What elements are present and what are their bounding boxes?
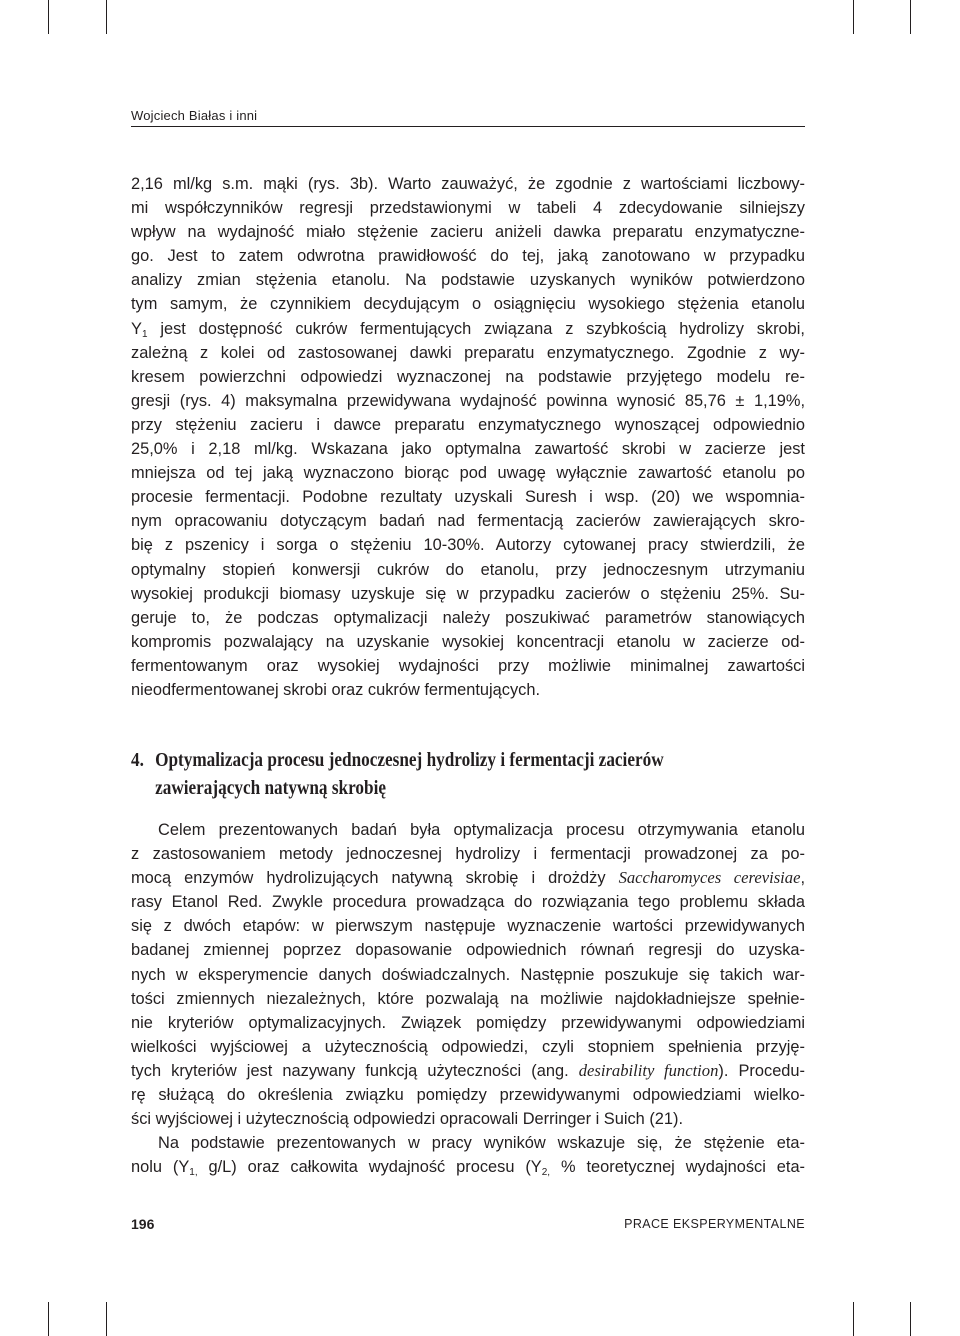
- text-line: mi współczynników regresji przedstawionymi w tabeli 4 zdecydowanie silniejszy: [131, 199, 805, 218]
- text-line: optymalny stopień konwersji cukrów do etanolu, przy jednoczesnym utrzymaniu: [131, 560, 805, 579]
- text-line: z zastosowaniem metody jednoczesnej hydrolizy i fermentacji prowadzonej za po-: [131, 845, 805, 864]
- section-number: 4.: [131, 749, 144, 771]
- text-line: nie kryteriów optymalizacyjnych. Związek pomiędzy przewidywanymi odpowiedziami: [131, 1013, 805, 1032]
- text-segment: mocą enzymów hydrolizujących natywną skrobię i drożdży: [131, 869, 619, 888]
- text-line: mniejsza od tej jaką wyznaczono biorąc pod uwagę wyłącznie zawartość etanolu po: [131, 464, 805, 483]
- crop-mark-bottom-left-inner: [106, 1302, 107, 1336]
- text-line: wpływ na wydajność miało stężenie zacieru aniżeli dawka preparatu enzymatyczne-: [131, 223, 805, 242]
- text-line: przy stężeniu zacieru i dawce preparatu enzymatycznego wynoszącej odpowiednio: [131, 415, 805, 434]
- text-segment: ,: [800, 869, 805, 888]
- section-heading: [131, 746, 711, 802]
- text-line: geruje to, że podczas optymalizacji należy poszukiwać parametrów stanowiących: [131, 608, 805, 627]
- text-line: nych w eksperymencie danych doświadczalnych. Następnie poszukuje się takich war-: [131, 965, 805, 984]
- text-line: gresji (rys. 4) maksymalna przewidywana wydajność powinna wynosić 85,76 ± 1,19%,: [131, 391, 805, 410]
- text-line: nieodfermentowanej skrobi oraz cukrów fermentujących.: [131, 680, 541, 699]
- subscript-1: 1: [141, 328, 148, 340]
- crop-mark-top-right: [910, 0, 911, 34]
- variable-y: Y: [131, 319, 142, 338]
- text-segment: % teoretycznej wydajności eta-: [550, 1158, 806, 1177]
- crop-mark-top-left-inner: [106, 0, 107, 34]
- running-header: Wojciech Białas i inni: [131, 108, 258, 123]
- text-line: [131, 1059, 805, 1083]
- text-line: ści wyjściowej i użytecznością odpowiedzi opracowali Derringer i Suich (21).: [131, 1110, 684, 1129]
- subscript: 2,: [541, 1167, 551, 1179]
- text-line: fermentowanym oraz wysokiej wydajności przy możliwie minimalnej zawartości: [131, 656, 805, 675]
- text-line: wysokiej produkcji biomasy uzyskuje się w przypadku zacierów o stężeniu 25%. Su-: [131, 584, 805, 603]
- text-line: kresem powierzchni odpowiedzi wyznaczonej na podstawie przyjętego modelu re-: [131, 367, 805, 386]
- section-title-line1: Optymalizacja procesu jednoczesnej hydrolizy i fermentacji zacierów: [155, 749, 664, 771]
- text-line: [131, 866, 805, 890]
- text-segment: nolu (Y: [131, 1158, 190, 1177]
- text-line: bię z pszenicy i sorga o stężeniu 10-30%. Autorzy cytowanej pracy stwierdzili, że: [131, 536, 805, 555]
- species-name: Saccharomyces cerevisiae: [618, 868, 801, 888]
- text-line: nym opracowaniu dotyczącym badań nad fermentacją zacierów zawierających skro-: [131, 512, 805, 531]
- text-line: Na podstawie prezentowanych w pracy wyników wskazuje się, że stężenie eta-: [158, 1134, 805, 1153]
- footer-section-label: PRACE EKSPERYMENTALNE: [624, 1217, 805, 1231]
- paragraph-results: [131, 172, 805, 702]
- text-line: [131, 1155, 805, 1179]
- text-segment: ). Procedu-: [718, 1061, 805, 1080]
- text-line: tości zmiennych niezależnych, które pozwalają na możliwie najdokładniejsze spełnie-: [131, 989, 805, 1008]
- crop-mark-top-left: [48, 0, 49, 34]
- text-line: 25,0% i 2,18 ml/kg. Wskazana jako optymalna zawartość skrobi w zacierze jest: [131, 440, 805, 459]
- text-segment: g/L) oraz całkowita wydajność procesu (Y: [197, 1158, 542, 1177]
- header-rule: [131, 126, 805, 127]
- text-line: go. Jest to zatem odwrotna prawidłowość do tej, jaką zanotowano w przypadku: [131, 247, 805, 266]
- text-line: analizy zmian stężenia etanolu. Na podstawie uzyskanych wyników potwierdzono: [131, 271, 805, 290]
- subscript: 1,: [189, 1167, 198, 1179]
- text-line: tym samym, że czynnikiem decydującym o osiągnięciu wysokiego stężenia etanolu: [131, 295, 805, 314]
- text-line: wielkości wyjściowej a użytecznością odpowiedzi, czyli stopniem spełnienia przyję-: [131, 1037, 805, 1056]
- text-line: zależną z kolei od zastosowanej dawki preparatu enzymatycznego. Zgodnie z wy-: [131, 343, 805, 362]
- paragraph-methods: [131, 818, 805, 1179]
- crop-mark-bottom-left: [48, 1302, 49, 1336]
- text-line: Celem prezentowanych badań była optymalizacja procesu otrzymywania etanolu: [158, 821, 805, 839]
- text-line: procesie fermentacji. Podobne rezultaty uzyskali Suresh i wsp. (20) we wspomnia-: [131, 488, 805, 507]
- text-line: badanej zmiennej poprzez dopasowanie odpowiednich równań regresji do uzyska-: [131, 941, 805, 960]
- text-line-y1: [131, 317, 805, 341]
- text-line: rę służącą do określenia związku pomiędzy przewidywanymi odpowiedziami wielko-: [131, 1086, 805, 1105]
- text-segment: jest dostępność cukrów fermentujących związana z szybkością hydrolizy skrobi,: [147, 319, 805, 338]
- page-number: 196: [131, 1216, 155, 1232]
- text-line: się z dwóch etapów: w pierwszym następuje wyznaczenie wartości przewidywanych: [131, 917, 805, 936]
- term-italic: desirability function: [578, 1060, 719, 1080]
- crop-mark-bottom-right-inner: [853, 1302, 854, 1336]
- text-line: rasy Etanol Red. Zwykle procedura prowadząca do rozwiązania tego problemu składa: [131, 893, 805, 912]
- crop-mark-bottom-right: [910, 1302, 911, 1336]
- crop-mark-top-right-inner: [853, 0, 854, 34]
- text-line: 2,16 ml/kg s.m. mąki (rys. 3b). Warto zauważyć, że zgodnie z wartościami liczbowy-: [131, 175, 805, 193]
- text-line: kompromis pozwalający na uzyskanie wysokiej koncentracji etanolu w zacierze od-: [131, 632, 805, 651]
- text-segment: tych kryteriów jest nazywany funkcją użyteczności (ang.: [131, 1061, 579, 1080]
- section-title-line2: zawierających natywną skrobię: [155, 777, 386, 799]
